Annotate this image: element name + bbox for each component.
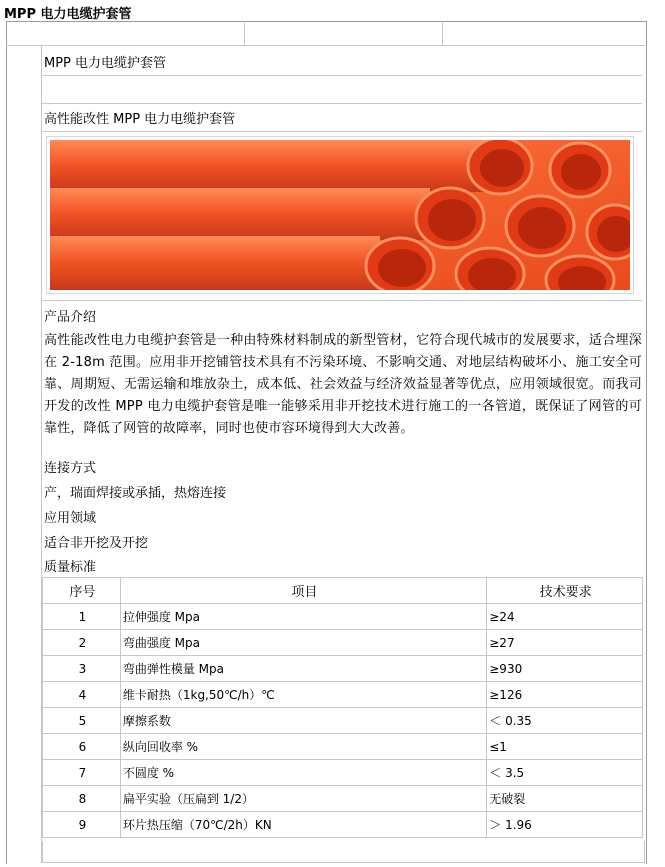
table-cell: 6: [43, 734, 121, 760]
table-header-row: [43, 578, 643, 604]
page-title: MPP 电力电缆护套管: [4, 7, 132, 22]
table-row: [43, 630, 643, 656]
connection-text: 产，瑞面焊接或承插，热熔连接: [44, 486, 227, 501]
application-text: 适合非开挖及开挖: [44, 536, 149, 551]
divider: [42, 300, 642, 301]
header-divider: [244, 21, 245, 45]
intro-heading: 产品介绍: [44, 310, 97, 325]
table-cell: 拉伸强度 Mpa: [120, 604, 486, 630]
table-cell: 1: [43, 604, 121, 630]
table-cell: ＜ 3.5: [487, 760, 643, 786]
table-cell: 维卡耐热（1kg,50℃/h）℃: [120, 682, 486, 708]
table-cell: 环片热压缩（70℃/2h）KN: [120, 812, 486, 838]
table-row: [43, 734, 643, 760]
header-row: [6, 21, 645, 46]
table-cell: ≥24: [487, 604, 643, 630]
table-row: [43, 656, 643, 682]
table-cell: ＞ 1.96: [487, 812, 643, 838]
table-cell: 无破裂: [487, 786, 643, 812]
quality-heading: 质量标准: [44, 560, 97, 575]
table-cell: 不圆度 %: [120, 760, 486, 786]
header-divider: [442, 21, 443, 45]
table-cell: 摩擦系数: [120, 708, 486, 734]
table-row: [43, 812, 643, 838]
column-header: 项目: [120, 578, 486, 604]
divider: [42, 103, 642, 104]
table-cell: 弯曲弹性模量 Mpa: [120, 656, 486, 682]
table-cell: 2: [43, 630, 121, 656]
table-cell: 7: [43, 760, 121, 786]
table-row: [43, 760, 643, 786]
table-row: [43, 708, 643, 734]
table-cell: 5: [43, 708, 121, 734]
empty-bottom-row: [42, 841, 645, 863]
table-cell: ≥126: [487, 682, 643, 708]
table-cell: 弯曲强度 Mpa: [120, 630, 486, 656]
table-cell: 3: [43, 656, 121, 682]
orange-pipes-image: [50, 140, 630, 290]
column-header: 技术要求: [487, 578, 643, 604]
table-row: [43, 604, 643, 630]
table-cell: 扁平实验（压扁到 1/2）: [120, 786, 486, 812]
product-name: MPP 电力电缆护套管: [44, 56, 167, 71]
spec-table: [42, 577, 643, 838]
table-cell: ≥27: [487, 630, 643, 656]
divider: [42, 75, 642, 76]
table-row: [43, 786, 643, 812]
table-cell: 8: [43, 786, 121, 812]
product-photo: [46, 136, 634, 294]
table-cell: ＜ 0.35: [487, 708, 643, 734]
intro-paragraph: 高性能改性电力电缆护套管是一种由特殊材料制成的新型管材，它符合现代城市的发展要求，适合埋深在 2-18m 范围。应用非开挖铺管技术具有不污染环境、不影响交通、对地层结构破坏小、施工安全可靠、周期短、无需运输和堆放杂土，成本低、社会效益与经济效益显著等优点，应用领域很宽。而我司开发的改性 MPP 电力电缆护套管是唯一能够采用非开挖技术进行施工的一各管道，既保证了网管的可靠性，降低了网管的故障率，同时也使市容环境得到大大改善。: [44, 333, 642, 436]
table-cell: ≥930: [487, 656, 643, 682]
table-cell: ≤1: [487, 734, 643, 760]
table-cell: 4: [43, 682, 121, 708]
table-cell: 纵向回收率 %: [120, 734, 486, 760]
product-subtitle: 高性能改性 MPP 电力电缆护套管: [44, 112, 236, 127]
divider: [42, 131, 642, 132]
left-margin-cell: [6, 45, 42, 863]
table-cell: 9: [43, 812, 121, 838]
connection-heading: 连接方式: [44, 461, 97, 476]
column-header: 序号: [43, 578, 121, 604]
table-row: [43, 682, 643, 708]
application-heading: 应用领域: [44, 511, 97, 526]
